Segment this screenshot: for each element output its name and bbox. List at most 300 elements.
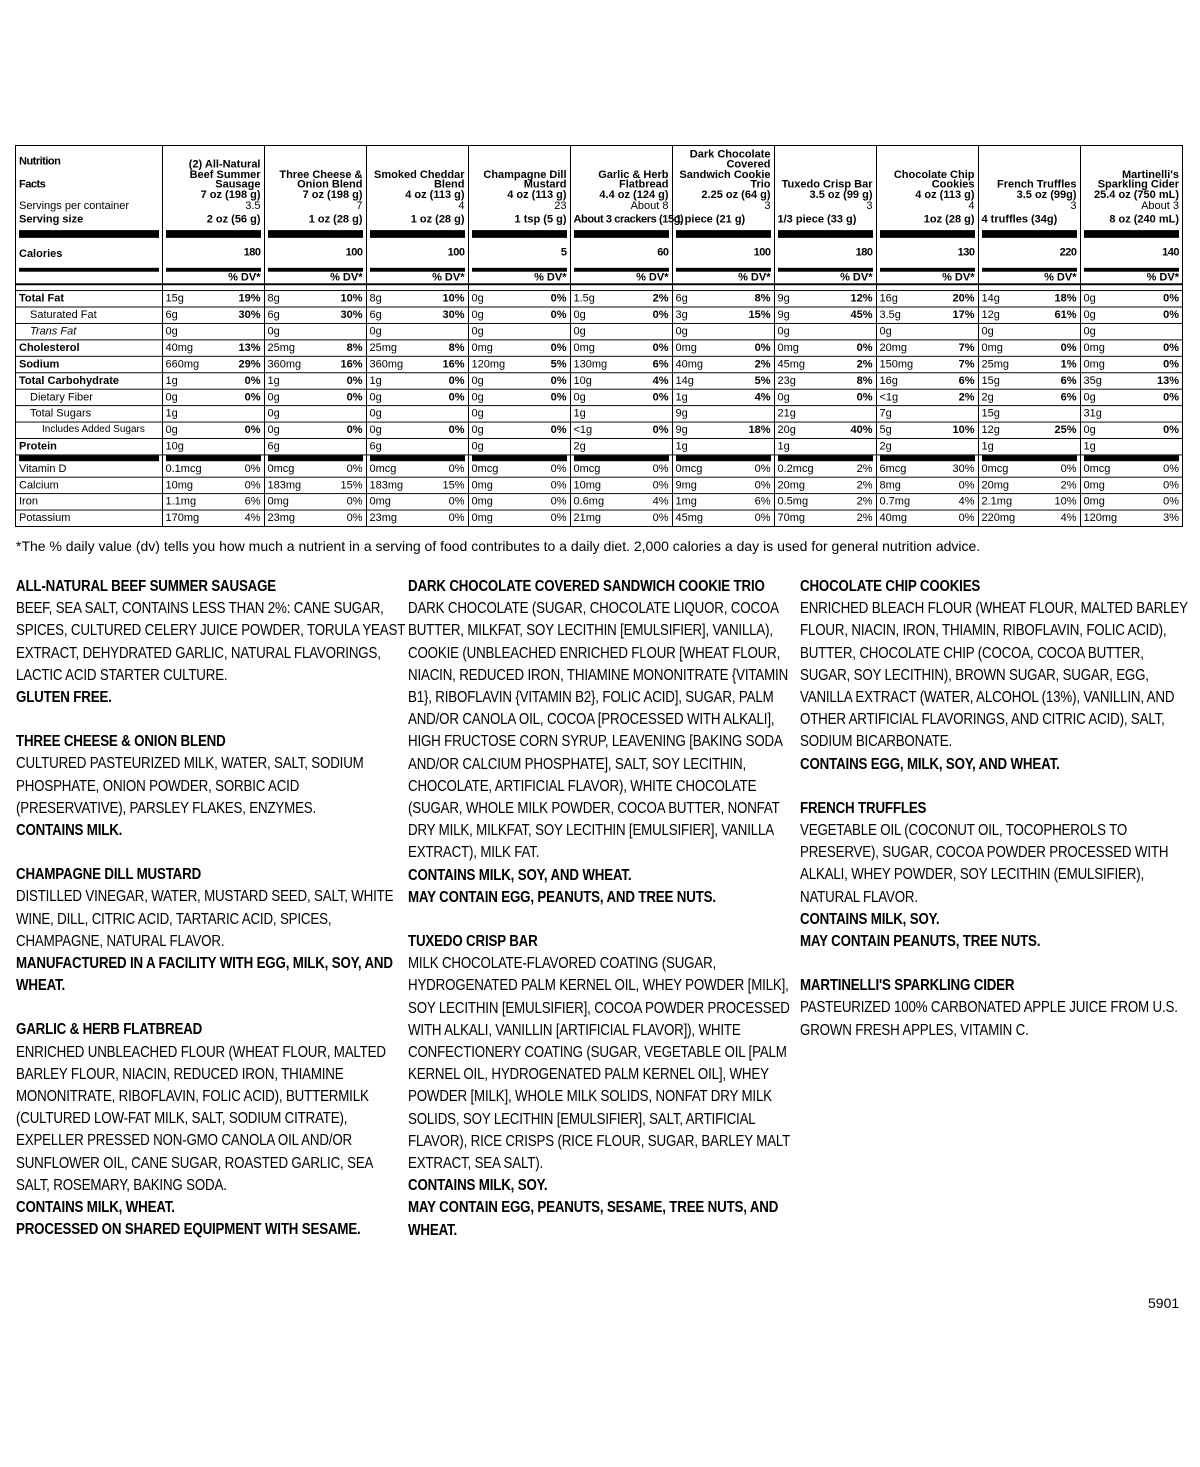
nutrient-cell — [1080, 389, 1182, 405]
vitamin-dv: 0% — [754, 463, 771, 475]
vitamin-dv: 0% — [652, 479, 669, 492]
vitamin-amount: 1mg — [675, 496, 697, 508]
vitamin-cell — [1080, 494, 1182, 510]
vitamin-amount: 23mg — [267, 512, 296, 525]
calories-value: 180 — [774, 238, 876, 267]
nutrient-cell — [570, 438, 672, 454]
serving-size: 1/3 piece (33 g) — [774, 213, 876, 229]
nutrient-cell — [1080, 372, 1182, 388]
nutrient-cell — [264, 339, 366, 355]
vitamin-amount: 0mg — [1083, 479, 1105, 492]
title-line-2: Facts — [19, 178, 46, 191]
bar-fill — [268, 267, 363, 271]
nutrient-dv: 6% — [1060, 391, 1077, 403]
nutrient-amount: 40mg — [165, 341, 194, 354]
vitamin-cell — [672, 494, 774, 510]
nutrient-dv: 61% — [1054, 308, 1077, 321]
nutrient-cell — [162, 389, 264, 405]
separator-bar — [162, 229, 264, 238]
vitamin-cell — [1080, 510, 1182, 526]
nutrient-cell — [672, 290, 774, 306]
vitamin-amount: 0.6mg — [573, 496, 605, 508]
vitamin-amount: 0mcg — [267, 463, 295, 475]
nutrient-dv: 8% — [754, 292, 771, 305]
vitamin-dv: 0% — [1060, 463, 1077, 475]
nutrient-amount: 6g — [369, 308, 382, 321]
vitamin-cell — [978, 494, 1080, 510]
nutrient-dv: 0% — [754, 341, 771, 354]
nutrient-cell — [366, 389, 468, 405]
nutrient-amount: 0g — [471, 308, 484, 321]
nutrient-amount: 0mg — [981, 341, 1003, 354]
separator-bar — [468, 229, 570, 238]
allergen-statement: PROCESSED ON SHARED EQUIPMENT WITH SESAME. — [16, 1221, 361, 1239]
nutrient-cell — [672, 372, 774, 388]
nutrient-cell — [162, 290, 264, 306]
bar-fill — [676, 267, 771, 271]
vitamin-cell — [264, 510, 366, 526]
vitamin-dv: 3% — [1163, 512, 1179, 525]
nutrient-dv: 6% — [958, 374, 975, 387]
nutrient-amount: 15g — [165, 292, 184, 305]
nutrient-amount: 0g — [573, 391, 586, 403]
ingredient-block — [16, 731, 408, 842]
nutrient-dv: 40% — [850, 423, 873, 436]
nutrient-dv: 0% — [856, 341, 873, 354]
dv-header: % DV* — [162, 272, 264, 285]
dv-header: % DV* — [876, 272, 978, 285]
product-name: Dark Chocolate Covered Sandwich Cookie Trio — [679, 148, 771, 191]
nutrient-cell — [162, 356, 264, 372]
nutrient-dv: 15% — [748, 308, 771, 321]
nutrient-dv: 0% — [1163, 292, 1179, 305]
nutrient-cell — [774, 323, 876, 339]
separator-bar — [978, 229, 1080, 238]
allergen-statement: CONTAINS MILK, SOY. — [408, 1177, 548, 1195]
vitamin-dv: 10% — [1054, 496, 1077, 508]
vitamin-dv: 0% — [1163, 463, 1179, 475]
allergen-statement: MANUFACTURED IN A FACILITY WITH EGG, MILK, SOY, AND WHEAT. — [16, 955, 393, 995]
nutrient-amount: 0g — [1083, 308, 1096, 321]
separator-bar — [366, 454, 468, 461]
allergen-statement: CONTAINS MILK, SOY, AND WHEAT. — [408, 866, 632, 884]
bar-fill — [166, 267, 261, 271]
nutrient-amount: 0g — [471, 325, 484, 337]
nutrient-amount: 14g — [675, 374, 694, 387]
nutrient-dv: 0% — [856, 391, 873, 403]
vitamin-amount: 40mg — [879, 512, 908, 525]
ingredient-text: DISTILLED VINEGAR, WATER, MUSTARD SEED, SALT, WHITE WINE, DILL, CITRIC ACID, TARTARIC ACID, SPICES, CHAMPAGNE, NATURAL FLAVOR. — [16, 888, 394, 950]
serving-size-label: Serving size — [19, 213, 84, 226]
vitamin-amount: 70mg — [777, 512, 806, 525]
vitamin-dv: 4% — [652, 496, 669, 508]
allergen-statement: MAY CONTAIN EGG, PEANUTS, AND TREE NUTS. — [408, 888, 716, 906]
nutrient-amount: 0g — [369, 407, 382, 420]
serving-size: 1 oz (28 g) — [264, 213, 366, 229]
nutrient-cell — [774, 372, 876, 388]
serving-size: 1oz (28 g) — [876, 213, 978, 229]
nutrient-amount: 0g — [573, 308, 586, 321]
nutrient-amount: 1g — [981, 440, 994, 453]
calories-label: Calories — [19, 248, 63, 261]
product-weight: 2.25 oz (64 g) — [701, 189, 771, 201]
dv-header: % DV* — [672, 272, 774, 285]
dv-header: % DV* — [1080, 272, 1182, 285]
vitamin-dv: 2% — [1060, 479, 1077, 492]
calories-value: 100 — [264, 238, 366, 267]
ingredients-column-2 — [408, 576, 800, 1264]
nutrient-cell — [468, 372, 570, 388]
vitamin-dv: 0% — [550, 463, 567, 475]
product-header — [978, 146, 1080, 200]
title-line-1: Nutrition — [19, 155, 61, 168]
nutrient-cell — [876, 290, 978, 306]
nutrient-label: Cholesterol — [16, 339, 162, 355]
product-name: Garlic & Herb Flatbread — [598, 168, 669, 191]
nutrient-amount: 6g — [675, 292, 688, 305]
vitamin-cell — [978, 461, 1080, 477]
bar-fill — [19, 230, 159, 238]
vitamin-amount: 23mg — [369, 512, 398, 525]
nutrient-cell — [570, 422, 672, 438]
nutrient-cell — [162, 405, 264, 421]
vitamin-cell — [570, 510, 672, 526]
nutrient-cell — [1080, 339, 1182, 355]
nutrient-cell — [978, 405, 1080, 421]
nutrient-amount: 35g — [1083, 374, 1102, 387]
calories-value: 5 — [468, 238, 570, 267]
nutrient-dv: 0% — [550, 308, 567, 321]
nutrient-cell — [774, 438, 876, 454]
vitamin-label: Iron — [16, 494, 162, 510]
separator-bar — [1080, 454, 1182, 461]
ingredient-heading: CHOCOLATE CHIP COOKIES — [800, 578, 981, 595]
nutrient-amount: 12g — [981, 308, 1000, 321]
nutrient-dv: 0% — [346, 374, 363, 387]
nutrient-amount: 6g — [369, 440, 382, 453]
vitamin-dv: 0% — [1163, 479, 1179, 492]
nutrient-label: Saturated Fat — [16, 307, 162, 323]
vitamin-dv: 0% — [754, 512, 771, 525]
vitamin-cell — [264, 494, 366, 510]
nutrient-cell — [366, 438, 468, 454]
nutrient-dv: 0% — [1163, 391, 1179, 403]
calories-value: 100 — [366, 238, 468, 267]
serving-size: 2 oz (56 g) — [162, 213, 264, 229]
vitamin-cell — [366, 477, 468, 493]
calories-value: 180 — [162, 238, 264, 267]
nutrient-dv: 5% — [754, 374, 771, 387]
bar-fill — [676, 455, 771, 461]
nutrient-cell — [978, 323, 1080, 339]
separator-bar — [1080, 229, 1182, 238]
separator-bar — [978, 454, 1080, 461]
bar-fill — [880, 267, 975, 271]
vitamin-dv: 4% — [244, 512, 261, 525]
nutrient-dv: 0% — [652, 341, 669, 354]
product-weight: 4 oz (113 g) — [507, 189, 567, 201]
nutrient-dv: 0% — [448, 374, 465, 387]
nutrient-cell — [570, 389, 672, 405]
vitamin-amount: 0mg — [471, 496, 493, 508]
nutrient-label: Total Fat — [16, 290, 162, 306]
nutrient-amount: 0g — [1083, 292, 1096, 305]
nutrient-cell — [978, 290, 1080, 306]
product-weight: 3.5 oz (99g) — [1016, 189, 1077, 201]
allergen-statement: CONTAINS EGG, MILK, SOY, AND WHEAT. — [800, 755, 1060, 773]
nutrient-dv: 4% — [652, 374, 669, 387]
nutrient-amount: 0mg — [1083, 358, 1105, 370]
nutrient-cell — [366, 339, 468, 355]
nutrient-amount: 5g — [879, 423, 892, 436]
bar-fill — [166, 455, 261, 461]
vitamin-amount: 220mg — [981, 512, 1016, 525]
nutrient-amount: 12g — [981, 423, 1000, 436]
nutrient-dv: 16% — [340, 358, 363, 370]
vitamin-dv: 2% — [856, 463, 873, 475]
allergen-statement: CONTAINS MILK, WHEAT. — [16, 1199, 175, 1217]
nutrient-dv: 2% — [754, 358, 771, 370]
nutrient-amount: 25mg — [267, 341, 296, 354]
nutrient-amount: 0g — [1083, 423, 1096, 436]
nutrient-cell — [978, 438, 1080, 454]
servings-per-container: 3 — [672, 200, 774, 213]
ingredient-block — [16, 1019, 408, 1241]
nutrient-amount: 360mg — [267, 358, 302, 370]
nutrition-facts-table — [16, 146, 1182, 526]
dv-header: % DV* — [366, 272, 468, 285]
bar-fill — [1084, 267, 1180, 271]
servings-per-container: 3.5 — [162, 200, 264, 213]
product-header — [162, 146, 264, 200]
nutrient-dv: 0% — [652, 391, 669, 403]
nutrient-dv: 20% — [952, 292, 975, 305]
ingredient-block — [800, 975, 1190, 1042]
nutrient-cell — [366, 405, 468, 421]
vitamin-amount: 0mg — [369, 496, 391, 508]
ingredient-heading: GARLIC & HERB FLATBREAD — [16, 1021, 203, 1039]
separator-bar — [774, 454, 876, 461]
nutrient-cell — [162, 323, 264, 339]
vitamin-amount: 20mg — [981, 479, 1010, 492]
bar-fill — [982, 230, 1077, 238]
nutrient-amount: 0g — [369, 391, 382, 403]
separator-bar — [264, 229, 366, 238]
vitamin-amount: 183mg — [369, 479, 404, 492]
nutrient-amount: 0g — [471, 391, 484, 403]
vitamin-cell — [774, 461, 876, 477]
product-code: 5901 — [1148, 1295, 1180, 1311]
vitamin-cell — [570, 461, 672, 477]
nutrient-cell — [570, 356, 672, 372]
bar-fill — [1084, 455, 1180, 461]
nutrient-cell — [774, 389, 876, 405]
nutrient-cell — [978, 389, 1080, 405]
nutrient-cell — [468, 323, 570, 339]
nutrient-cell — [570, 323, 672, 339]
servings-per-container: 4 — [366, 200, 468, 213]
nutrient-cell — [876, 356, 978, 372]
vitamin-dv: 0% — [550, 512, 567, 525]
nutrient-cell — [1080, 307, 1182, 323]
serving-size: 1 piece (21 g) — [672, 213, 774, 229]
nutrient-amount: 6g — [267, 308, 280, 321]
servings-per-container: 4 — [876, 200, 978, 213]
serving-size: 8 oz (240 mL) — [1080, 213, 1182, 229]
bar-fill — [574, 230, 669, 238]
bar-fill — [778, 455, 873, 461]
vitamin-dv: 0% — [754, 479, 771, 492]
vitamin-amount: 6mcg — [879, 463, 907, 475]
vitamin-dv: 0% — [448, 496, 465, 508]
nutrient-cell — [978, 372, 1080, 388]
nutrient-dv: 0% — [346, 391, 363, 403]
product-name: Champagne Dill Mustard — [483, 168, 567, 191]
vitamin-cell — [468, 510, 570, 526]
product-weight: 4 oz (113 g) — [405, 189, 465, 201]
nutrient-dv: 7% — [958, 358, 975, 370]
nutrient-cell — [468, 422, 570, 438]
separator-bar — [264, 454, 366, 461]
nutrient-label: Includes Added Sugars — [16, 422, 162, 438]
nutrient-amount: 0mg — [777, 341, 799, 354]
bar-fill — [982, 267, 1077, 271]
separator-bar — [876, 454, 978, 461]
vitamin-amount: 45mg — [675, 512, 704, 525]
nutrient-amount: 9g — [777, 308, 790, 321]
nutrient-cell — [264, 356, 366, 372]
nutrient-amount: 10g — [165, 440, 184, 453]
nutrient-cell — [774, 290, 876, 306]
dv-header-spacer — [16, 272, 162, 285]
vitamin-dv: 0% — [550, 496, 567, 508]
vitamin-dv: 30% — [952, 463, 975, 475]
ingredient-heading: CHAMPAGNE DILL MUSTARD — [16, 866, 202, 884]
vitamin-amount: 10mg — [573, 479, 602, 492]
nutrient-amount: 2g — [981, 391, 994, 403]
vitamin-cell — [978, 510, 1080, 526]
separator-bar — [876, 229, 978, 238]
ingredient-block — [800, 576, 1190, 776]
bar-fill — [370, 230, 465, 238]
product-weight: 4 oz (113 g) — [915, 189, 975, 201]
nutrient-cell — [468, 307, 570, 323]
nutrient-cell — [876, 372, 978, 388]
calories-value: 220 — [978, 238, 1080, 267]
product-header — [1080, 146, 1182, 200]
nutrient-amount: 21g — [777, 407, 796, 420]
vitamin-dv: 0% — [346, 512, 363, 525]
nutrient-cell — [672, 422, 774, 438]
ingredient-block — [16, 864, 408, 997]
servings-per-container: 3 — [774, 200, 876, 213]
separator-bar — [570, 454, 672, 461]
vitamin-amount: 120mg — [1083, 512, 1118, 525]
nutrient-amount: 1g — [675, 391, 688, 403]
nutrient-amount: 2g — [573, 440, 586, 453]
bar-fill — [982, 455, 1077, 461]
nutrient-amount: 660mg — [165, 358, 200, 370]
ingredient-heading: ALL-NATURAL BEEF SUMMER SAUSAGE — [16, 578, 277, 595]
servings-per-container: 7 — [264, 200, 366, 213]
nutrient-dv: 19% — [238, 292, 261, 305]
nutrient-amount: 8g — [267, 292, 280, 305]
nutrient-amount: 20g — [777, 423, 796, 436]
nutrient-dv: 0% — [1163, 308, 1179, 321]
vitamin-amount: 170mg — [165, 512, 200, 525]
nutrient-cell — [264, 372, 366, 388]
nutrient-amount: 0g — [165, 423, 178, 436]
vitamin-amount: 8mg — [879, 479, 901, 492]
nutrient-amount: 7g — [879, 407, 892, 420]
nutrient-amount: 0g — [267, 407, 280, 420]
ingredient-text: MILK CHOCOLATE-FLAVORED COATING (SUGAR, HYDROGENATED PALM KERNEL OIL, WHEY POWDER [MILK], SOY LECITHIN [EMULSIFIER], COCOA POWDER PROCESSED WITH ALKALI, VANILLIN [ARTIFICIAL FLAVOR]), WHITE CONFECTIONERY COATING (SUGAR, VEGETABLE OIL [PALM KERNEL OIL, HYDROGENATED PALM KERNEL OIL], WHEY POWDER [MILK], WHOLE MILK SOLIDS, NONFAT DRY MILK SOLIDS, SOY LECITHIN [EMULSIFIER], SALT, ARTIFICIAL FLAVOR), RICE CRISPS (RICE FLOUR, SUGAR, BARLEY MALT EXTRACT, SEA SALT). — [408, 955, 790, 1173]
vitamin-cell — [468, 477, 570, 493]
vitamin-cell — [162, 510, 264, 526]
nutrient-cell — [978, 339, 1080, 355]
bar-fill — [472, 455, 567, 461]
nutrient-cell — [774, 422, 876, 438]
nutrient-amount: 0g — [777, 391, 790, 403]
nutrient-dv: 13% — [1156, 374, 1179, 387]
nutrient-cell — [264, 405, 366, 421]
vitamin-amount: 0mcg — [1083, 463, 1111, 475]
allergen-statement: GLUTEN FREE. — [16, 689, 112, 707]
ingredient-text: CULTURED PASTEURIZED MILK, WATER, SALT, SODIUM PHOSPHATE, ONION POWDER, SORBIC ACID (PRESERVATIVE), PARSLEY FLAKES, ENZYMES. — [16, 755, 364, 817]
nutrient-dv: 45% — [850, 308, 873, 321]
nutrient-cell — [672, 323, 774, 339]
bar-fill — [19, 267, 159, 271]
vitamin-cell — [366, 461, 468, 477]
nutrient-amount: 120mg — [471, 358, 506, 370]
nutrient-amount: 0g — [879, 325, 892, 337]
nutrient-cell — [468, 438, 570, 454]
nutrient-cell — [366, 323, 468, 339]
nutrient-dv: 0% — [550, 374, 567, 387]
separator-bar — [672, 229, 774, 238]
vitamin-amount: 0mcg — [981, 463, 1009, 475]
nutrient-dv: 8% — [346, 341, 363, 354]
vitamin-dv: 4% — [1060, 512, 1077, 525]
nutrient-dv: 0% — [1163, 341, 1179, 354]
vitamin-dv: 15% — [442, 479, 465, 492]
nutrient-amount: 40mg — [675, 358, 704, 370]
nutrient-dv: 1% — [1060, 358, 1077, 370]
vitamin-cell — [570, 494, 672, 510]
nutrient-amount: 1g — [165, 407, 178, 420]
dv-header: % DV* — [570, 272, 672, 285]
nutrient-dv: 2% — [958, 391, 975, 403]
nutrient-cell — [1080, 356, 1182, 372]
nutrient-cell — [774, 307, 876, 323]
separator-bar — [672, 454, 774, 461]
ingredient-text: ENRICHED BLEACH FLOUR (WHEAT FLOUR, MALTED BARLEY FLOUR, NIACIN, IRON, THIAMIN, RIBOFLAVIN, FOLIC ACID), BUTTER, CHOCOLATE CHIP (COCOA, COCOA BUTTER, SUGAR, SOY LECITHIN), BROWN SUGAR, SUGAR, EGG, VANILLA EXTRACT (WATER, ALCOHOL (13%), VANILLIN, AND OTHER ARTIFICIAL FLAVORINGS, AND CITRIC ACID), SALT, SODIUM BICARBONATE. — [800, 600, 1188, 751]
nutrient-cell — [468, 339, 570, 355]
vitamin-cell — [264, 477, 366, 493]
nutrient-amount: 1g — [675, 440, 688, 453]
vitamin-cell — [366, 510, 468, 526]
serving-size: About 3 crackers (15g) — [570, 213, 672, 229]
nutrient-cell — [672, 307, 774, 323]
nutrient-dv: 4% — [754, 391, 771, 403]
nutrient-amount: 1g — [573, 407, 586, 420]
nutrient-amount: 1g — [267, 374, 280, 387]
bar-fill — [880, 230, 975, 238]
nutrient-cell — [672, 356, 774, 372]
nutrient-dv: 0% — [550, 341, 567, 354]
nutrient-cell — [570, 307, 672, 323]
nutrient-cell — [468, 389, 570, 405]
